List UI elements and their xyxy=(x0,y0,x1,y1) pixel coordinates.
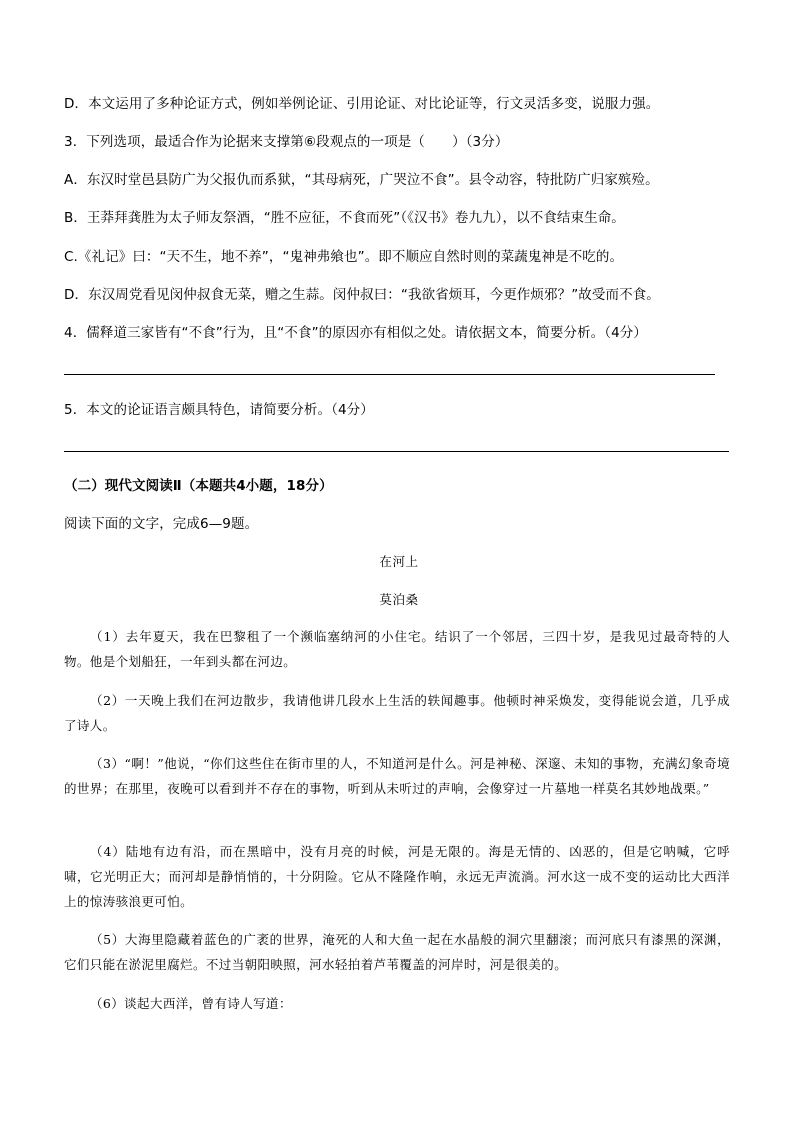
q3-stem: 3．下列选项，最适合作为论据来支撑第⑥段观点的一项是（ ）（3分） xyxy=(64,134,509,150)
q5-answer-line xyxy=(64,451,729,452)
paragraph-text: （3）“啊！”他说，“你们这些住在街市里的人，不知道河是什么。河是神秘、深邃、未知的事物，充满幻象奇境的世界；在那里，夜晚可以看到并不存在的事物，听到从未听过的声响，会像穿过一片墓地一样莫名其妙地战栗。” xyxy=(64,756,730,796)
q4-stem: 4．儒释道三家皆有“不食”行为，且“不食”的原因亦有相似之处。请依据文本，简要分析。（4分） xyxy=(64,325,648,341)
section2-heading: （二）现代文阅读Ⅱ（本题共4小题，18分） xyxy=(64,478,333,494)
section2-instruction: 阅读下面的文字，完成6—9题。 xyxy=(64,516,259,532)
paragraph-text: （4）陆地有边有沿，而在黑暗中，没有月亮的时候，河是无限的。海是无情的、凶恶的，但是它呐喊，它呼啸，它光明正大；而河却是静悄悄的，十分阴险。它从不隆隆作响，永远无声流淌。河水这一成不变的运动比大西洋上的惊涛骇浪更可怕。 xyxy=(64,844,730,909)
q3-option-b: B．王莽拜龚胜为太子师友祭酒，“胜不应征，不食而死”（《汉书》卷九九），以不食结束生命。 xyxy=(64,210,625,226)
passage-title: 在河上 xyxy=(379,554,419,569)
passage-paragraph-5 xyxy=(64,927,730,977)
paragraph-text: （5）大海里隐藏着蓝色的广袤的世界，淹死的人和大鱼一起在水晶般的洞穴里翻滚；而河底只有漆黑的深渊，它们只能在淤泥里腐烂。不过当朝阳映照，河水轻拍着芦苇覆盖的河岸时，河是很美的。 xyxy=(64,932,730,972)
paragraph-text: （2）一天晚上我们在河边散步，我请他讲几段水上生活的轶闻趣事。他顿时神采焕发，变得能说会道，几乎成了诗人。 xyxy=(64,693,730,733)
passage-paragraph-4 xyxy=(64,839,730,914)
q4-answer-line xyxy=(64,374,715,375)
passage-paragraph-2 xyxy=(64,688,730,738)
q3-option-a: A．东汉时堂邑县防广为父报仇而系狱，“其母病死，广哭泣不食”。县令动容，特批防广归家殡殓。 xyxy=(64,172,659,188)
passage-paragraph-6 xyxy=(64,991,730,1016)
paragraph-text: （1）去年夏天，我在巴黎租了一个濒临塞纳河的小住宅。结识了一个邻居，三四十岁，是我见过最奇特的人物。他是个划船狂，一年到头都在河边。 xyxy=(64,629,730,669)
paragraph-text: （6）谈起大西洋，曾有诗人写道： xyxy=(90,996,292,1011)
q3-option-d: D．东汉周党看见闵仲叔食无菜，赠之生蒜。闵仲叔曰：“我欲省烦耳，今更作烦邪？”故受而不食。 xyxy=(64,287,660,303)
q5-stem: 5．本文的论证语言颇具特色，请简要分析。（4分） xyxy=(64,402,374,418)
passage-paragraph-1 xyxy=(64,624,730,674)
passage-paragraph-3 xyxy=(64,751,730,801)
q3-option-c: C.《礼记》曰：“天不生，地不养”，“鬼神弗飨也”。即不顺应自然时则的菜蔬鬼神是不吃的。 xyxy=(64,249,624,265)
passage-author: 莫泊桑 xyxy=(379,592,419,607)
q2-option-d: D．本文运用了多种论证方式，例如举例论证、引用论证、对比论证等，行文灵活多变，说服力强。 xyxy=(64,96,660,112)
